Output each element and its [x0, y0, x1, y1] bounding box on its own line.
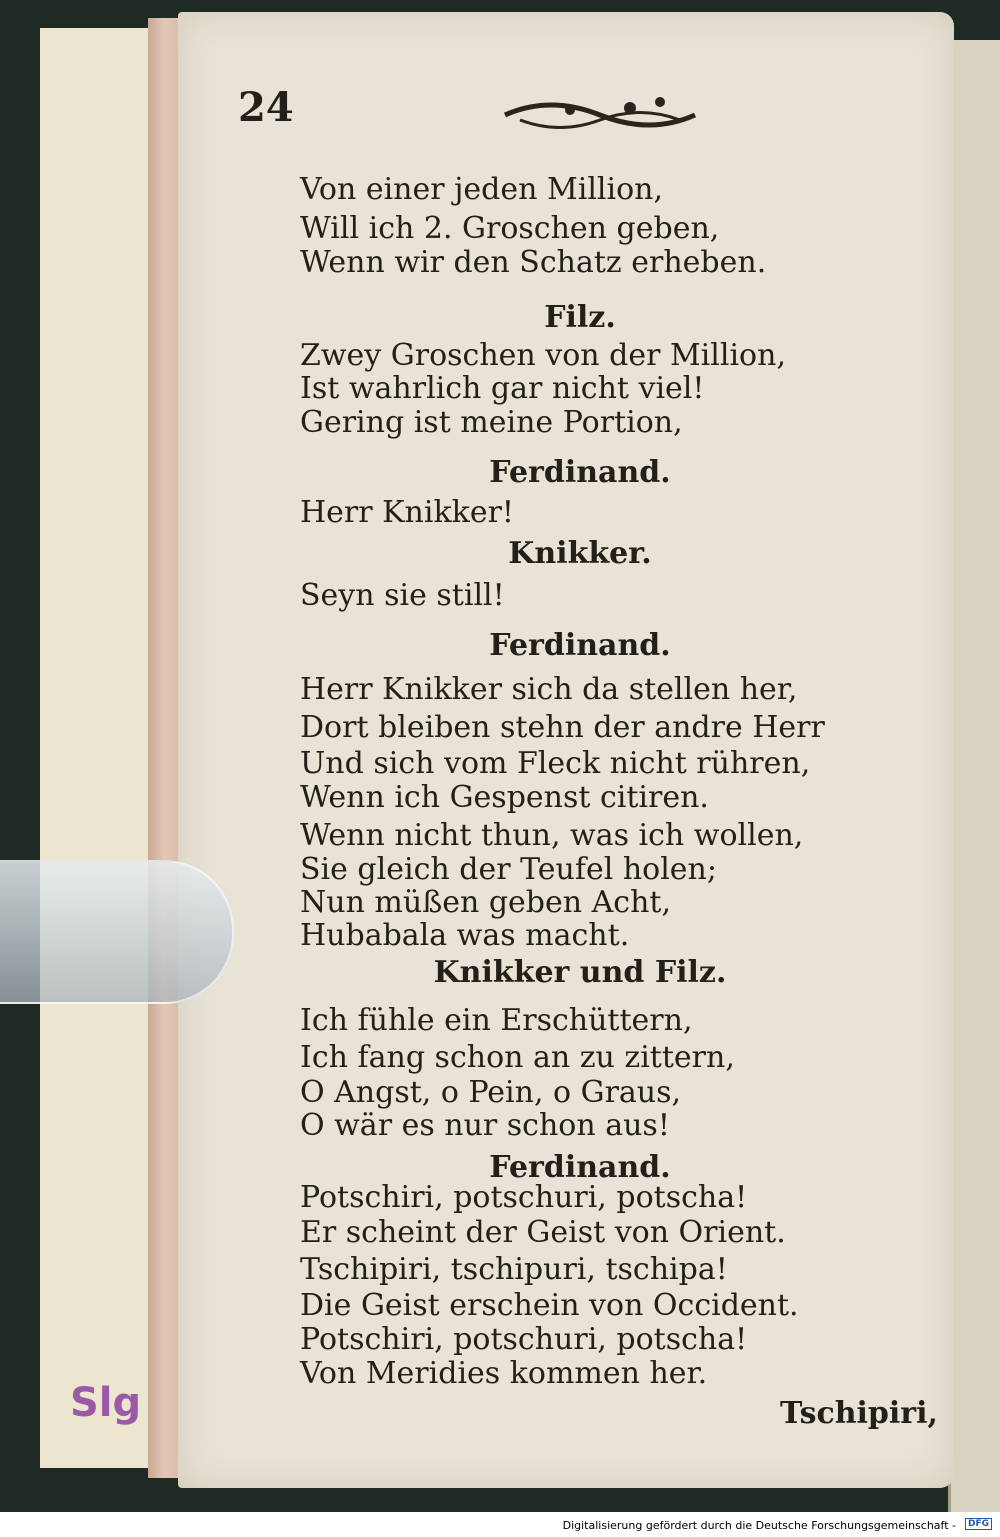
verse-line: Ist wahrlich gar nicht viel! — [300, 371, 705, 406]
verse-line: Von einer jeden Million, — [300, 172, 664, 207]
catchword: Tschipiri, — [780, 1396, 938, 1431]
verse-line: Von Meridies kommen her. — [300, 1356, 708, 1391]
verse-line: O wär es nur schon aus! — [300, 1108, 670, 1143]
verse-line: O Angst, o Pein, o Graus, — [300, 1075, 682, 1110]
speaker-heading: Ferdinand. — [489, 1150, 671, 1185]
verse-line: Herr Knikker sich da stellen her, — [300, 672, 798, 707]
right-page-edge — [948, 40, 1000, 1520]
verse-line: Wenn wir den Schatz erheben. — [300, 245, 767, 280]
speaker-heading: Filz. — [544, 300, 616, 335]
verse-line: Hubabala was macht. — [300, 918, 630, 953]
verse-line: Dort bleiben stehn der andre Herr — [300, 710, 825, 745]
verse-line: Will ich 2. Groschen geben, — [300, 211, 720, 246]
verse-line: Und sich vom Fleck nicht rühren, — [300, 746, 811, 781]
verse-line: Herr Knikker! — [300, 495, 514, 530]
verse-line: Sie gleich der Teufel holen; — [300, 852, 717, 887]
stamp: Slg — [70, 1380, 142, 1426]
footer-bar — [0, 1512, 1000, 1537]
vine-ornament-icon — [500, 90, 700, 140]
verse-line: Zwey Groschen von der Million, — [300, 338, 786, 373]
verse-line: Ich fang schon an zu zittern, — [300, 1040, 735, 1075]
speaker-heading: Knikker. — [508, 536, 652, 571]
speaker-heading: Ferdinand. — [489, 455, 671, 490]
verse-line: Ich fühle ein Erschüttern, — [300, 1003, 693, 1038]
verse-line: Seyn sie still! — [300, 578, 505, 613]
verse-line: Die Geist erschein von Occident. — [300, 1288, 799, 1323]
footer-credit: Digitalisierung gefördert durch die Deutsche Forschungsgemeinschaft - — [562, 1519, 956, 1532]
verse-line: Potschiri, potschuri, potscha! — [300, 1180, 748, 1215]
verse-line: Tschipiri, tschipuri, tschipa! — [300, 1252, 728, 1287]
verse-line: Nun müßen geben Acht, — [300, 885, 672, 920]
speaker-heading: Ferdinand. — [489, 628, 671, 663]
left-page — [40, 28, 162, 1468]
page-number: 24 — [238, 84, 294, 131]
verse-line: Er scheint der Geist von Orient. — [300, 1215, 786, 1250]
verse-line: Potschiri, potschuri, potscha! — [300, 1322, 748, 1357]
verse-line: Wenn ich Gespenst citiren. — [300, 780, 709, 815]
glass-weight — [0, 860, 234, 1004]
verse-line: Wenn nicht thun, was ich wollen, — [300, 818, 804, 853]
verse-line: Gering ist meine Portion, — [300, 405, 683, 440]
dfg-logo: DFG — [965, 1518, 992, 1530]
speaker-heading: Knikker und Filz. — [433, 955, 727, 990]
